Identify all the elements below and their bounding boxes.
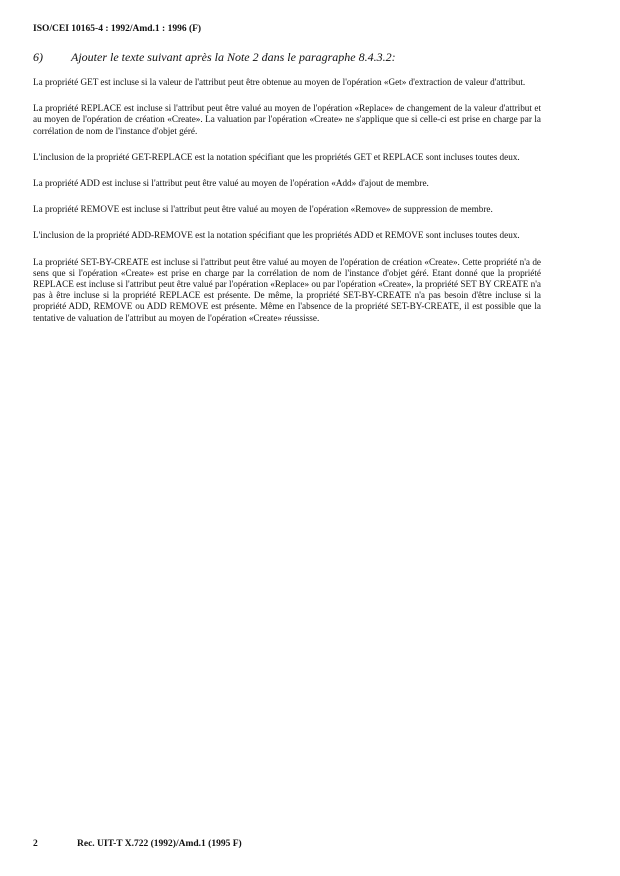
body-text [33, 77, 541, 339]
paragraph-get: La propriété GET est incluse si la valeur de l'attribut peut être obtenue au moyen de l'opération «Get» d'extraction de valeur d'attribut. [33, 77, 526, 87]
page-number: 2 [33, 839, 38, 849]
instruction-text: Ajouter le texte suivant après la Note 2 dans le paragraphe 8.4.3.2: [71, 50, 396, 64]
paragraph-add-remove: L'inclusion de la propriété ADD-REMOVE est la notation spécifiant que les propriétés ADD et REMOVE sont incluses toutes deux. [33, 230, 520, 241]
paragraph-remove: La propriété REMOVE est incluse si l'attribut peut être valué au moyen de l'opération «Remove» de suppression de membre. [33, 204, 493, 215]
paragraph-set-by-create: La propriété SET-BY-CREATE est incluse si l'attribut peut être valué au moyen de l'opération de création «Create». Cette propriété n'a de sens que si l'opération «Create» est prise en charge par la corrélation de nom de l'instance d'objet géré. Etant donné que la propriété REPLACE est incluse si l'attribut peut être valué par l'opération «Replace» ou par l'opération «Create», la propriété SET BY CREATE n'a pas à être incluse si la propriété REPLACE est présente. De même, la propriété SET-BY-CREATE n'a pas besoin d'être incluse si la propriété ADD, REMOVE ou ADD REMOVE est présente. Même en l'absence de la propriété SET-BY-CREATE, il est possible que la tentative de valuation de l'attribut au moyen de l'opération «Create» réussisse. [33, 256, 541, 323]
page-header [33, 24, 201, 34]
instruction-number: 6) [33, 50, 43, 64]
paragraph-add: La propriété ADD est incluse si l'attribut peut être valué au moyen de l'opération «Add» d'ajout de membre. [33, 178, 429, 189]
paragraph-get-replace: L'inclusion de la propriété GET-REPLACE est la notation spécifiant que les propriétés GET et REPLACE sont incluses toutes deux. [33, 151, 520, 162]
page-footer [33, 839, 242, 849]
footer-reference: Rec. UIT-T X.722 (1992)/Amd.1 (1995 F) [77, 839, 242, 849]
amendment-instruction [33, 50, 553, 65]
paragraph-replace: La propriété REPLACE est incluse si l'attribut peut être valué au moyen de l'opération «Replace» de changement de la valeur d'attribut et au moyen de l'opération de création «Create». La valuation par l'opération «Create» ne s'applique que si celle-ci est prise en charge par la corrélation de nom de l'instance d'objet géré. [33, 103, 541, 136]
header-reference: ISO/CEI 10165-4 : 1992/Amd.1 : 1996 (F) [33, 24, 202, 34]
